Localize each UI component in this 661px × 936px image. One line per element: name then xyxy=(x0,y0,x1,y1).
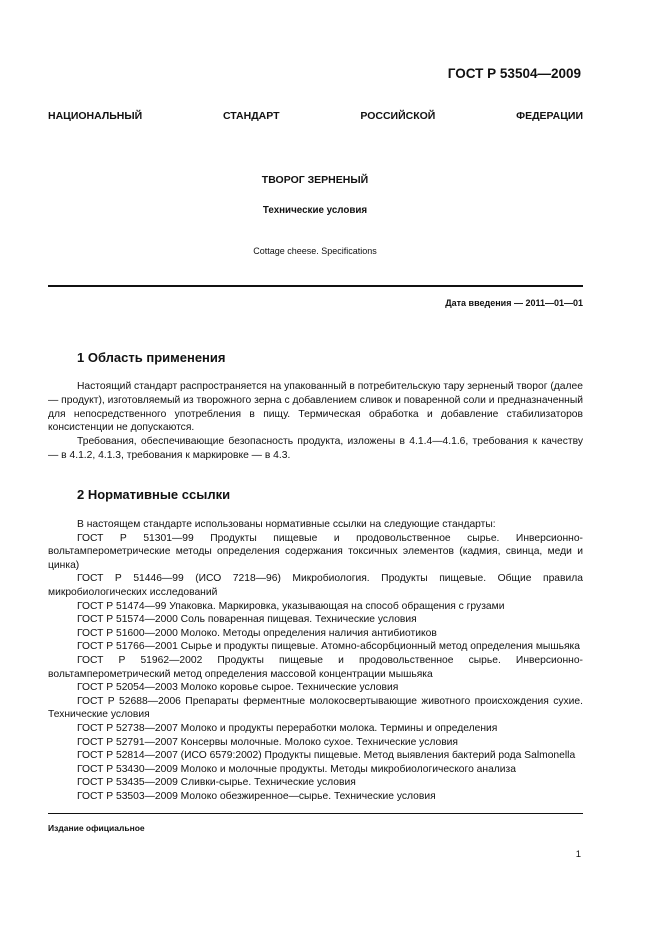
reference-item: ГОСТ Р 51574—2000 Соль поваренная пищевая. Технические условия xyxy=(77,614,417,626)
reference-item: ГОСТ Р 52688—2006 Препараты ферментные молокосвертывающие животного происхождения сухие. Технические условия xyxy=(48,695,583,721)
banner-word: НАЦИОНАЛЬНЫЙ xyxy=(48,110,143,122)
page-number: 1 xyxy=(575,849,581,860)
section-1-heading: 1 Область применения xyxy=(77,350,226,365)
header-divider xyxy=(48,285,583,287)
english-title: Cottage cheese. Specifications xyxy=(253,246,377,256)
banner-word: СТАНДАРТ xyxy=(222,110,280,122)
reference-item: ГОСТ Р 51474—99 Упаковка. Маркировка, указывающая на способ обращения с грузами xyxy=(77,600,505,612)
reference-item: ГОСТ Р 53503—2009 Молоко обезжиренное—сырье. Технические условия xyxy=(77,790,436,802)
reference-item: ГОСТ Р 51446—99 (ИСО 7218—96) Микробиология. Продукты пищевые. Общие правила микробиологических исследований xyxy=(48,573,583,598)
reference-item: ГОСТ Р 51600—2000 Молоко. Методы определения наличия антибиотиков xyxy=(77,627,437,639)
references-intro: В настоящем стандарте использованы нормативные ссылки на следующие стандарты: xyxy=(77,519,496,530)
national-standard-banner xyxy=(48,110,583,122)
reference-item: ГОСТ Р 52791—2007 Консервы молочные. Молоко сухое. Технические условия xyxy=(77,736,458,748)
reference-item: ГОСТ Р 51962—2002 Продукты пищевые и продовольственное сырье. Инверсионно-вольтамперометрический метод определения массовой концентрации мышьяка xyxy=(48,654,583,680)
reference-item: ГОСТ Р 52054—2003 Молоко коровье сырое. Технические условия xyxy=(77,682,399,694)
intro-date: Дата введения — 2011—01—01 xyxy=(445,298,583,308)
footer-divider xyxy=(48,813,583,814)
banner-word: ФЕДЕРАЦИИ xyxy=(516,110,583,122)
reference-item: ГОСТ Р 52738—2007 Молоко и продукты переработки молока. Термины и определения xyxy=(77,722,498,734)
normative-references xyxy=(48,518,583,803)
document-subtitle: Технические условия xyxy=(262,205,368,216)
standard-code: ГОСТ Р 53504—2009 xyxy=(447,66,581,81)
banner-word: РОССИЙСКОЙ xyxy=(360,110,436,122)
reference-item: ГОСТ Р 53430—2009 Молоко и молочные продукты. Методы микробиологического анализа xyxy=(77,763,516,775)
reference-item: ГОСТ Р 53435—2009 Сливки-сырье. Технические условия xyxy=(77,777,356,789)
reference-item: ГОСТ Р 52814—2007 (ИСО 6579:2002) Продукты пищевые. Метод выявления бактерий рода Salmonella xyxy=(77,750,576,762)
reference-item: ГОСТ Р 51766—2001 Сырье и продукты пищевые. Атомно-абсорбционный метод определения мышьяка xyxy=(77,641,580,653)
section-2-heading: 2 Нормативные ссылки xyxy=(77,487,231,502)
paragraph: Требования, обеспечивающие безопасность продукта, изложены в 4.1.4—4.1.6, требования к качеству — в 4.1.2, 4.1.3, требования к маркировке — в 4.3. xyxy=(48,436,583,461)
paragraph: Настоящий стандарт распространяется на упакованный в потребительскую тару зерненый творог (далее — продукт), изготовляемый из творожного зерна с добавлением сливок и поваренной соли и предназначенный для непосредственного употребления в пищу. Термическая обработка и добавление стабилизаторов консистенции не допускаются. xyxy=(48,381,583,434)
edition-label: Издание официальное xyxy=(48,823,145,833)
document-title: ТВОРОГ ЗЕРНЕНЫЙ xyxy=(261,174,369,186)
section-1-body xyxy=(48,380,583,463)
reference-item: ГОСТ Р 51301—99 Продукты пищевые и продовольственное сырье. Инверсионно-вольтамперометрические методы определения содержания токсичных элементов (кадмия, свинца, меди и цинка) xyxy=(48,532,583,571)
